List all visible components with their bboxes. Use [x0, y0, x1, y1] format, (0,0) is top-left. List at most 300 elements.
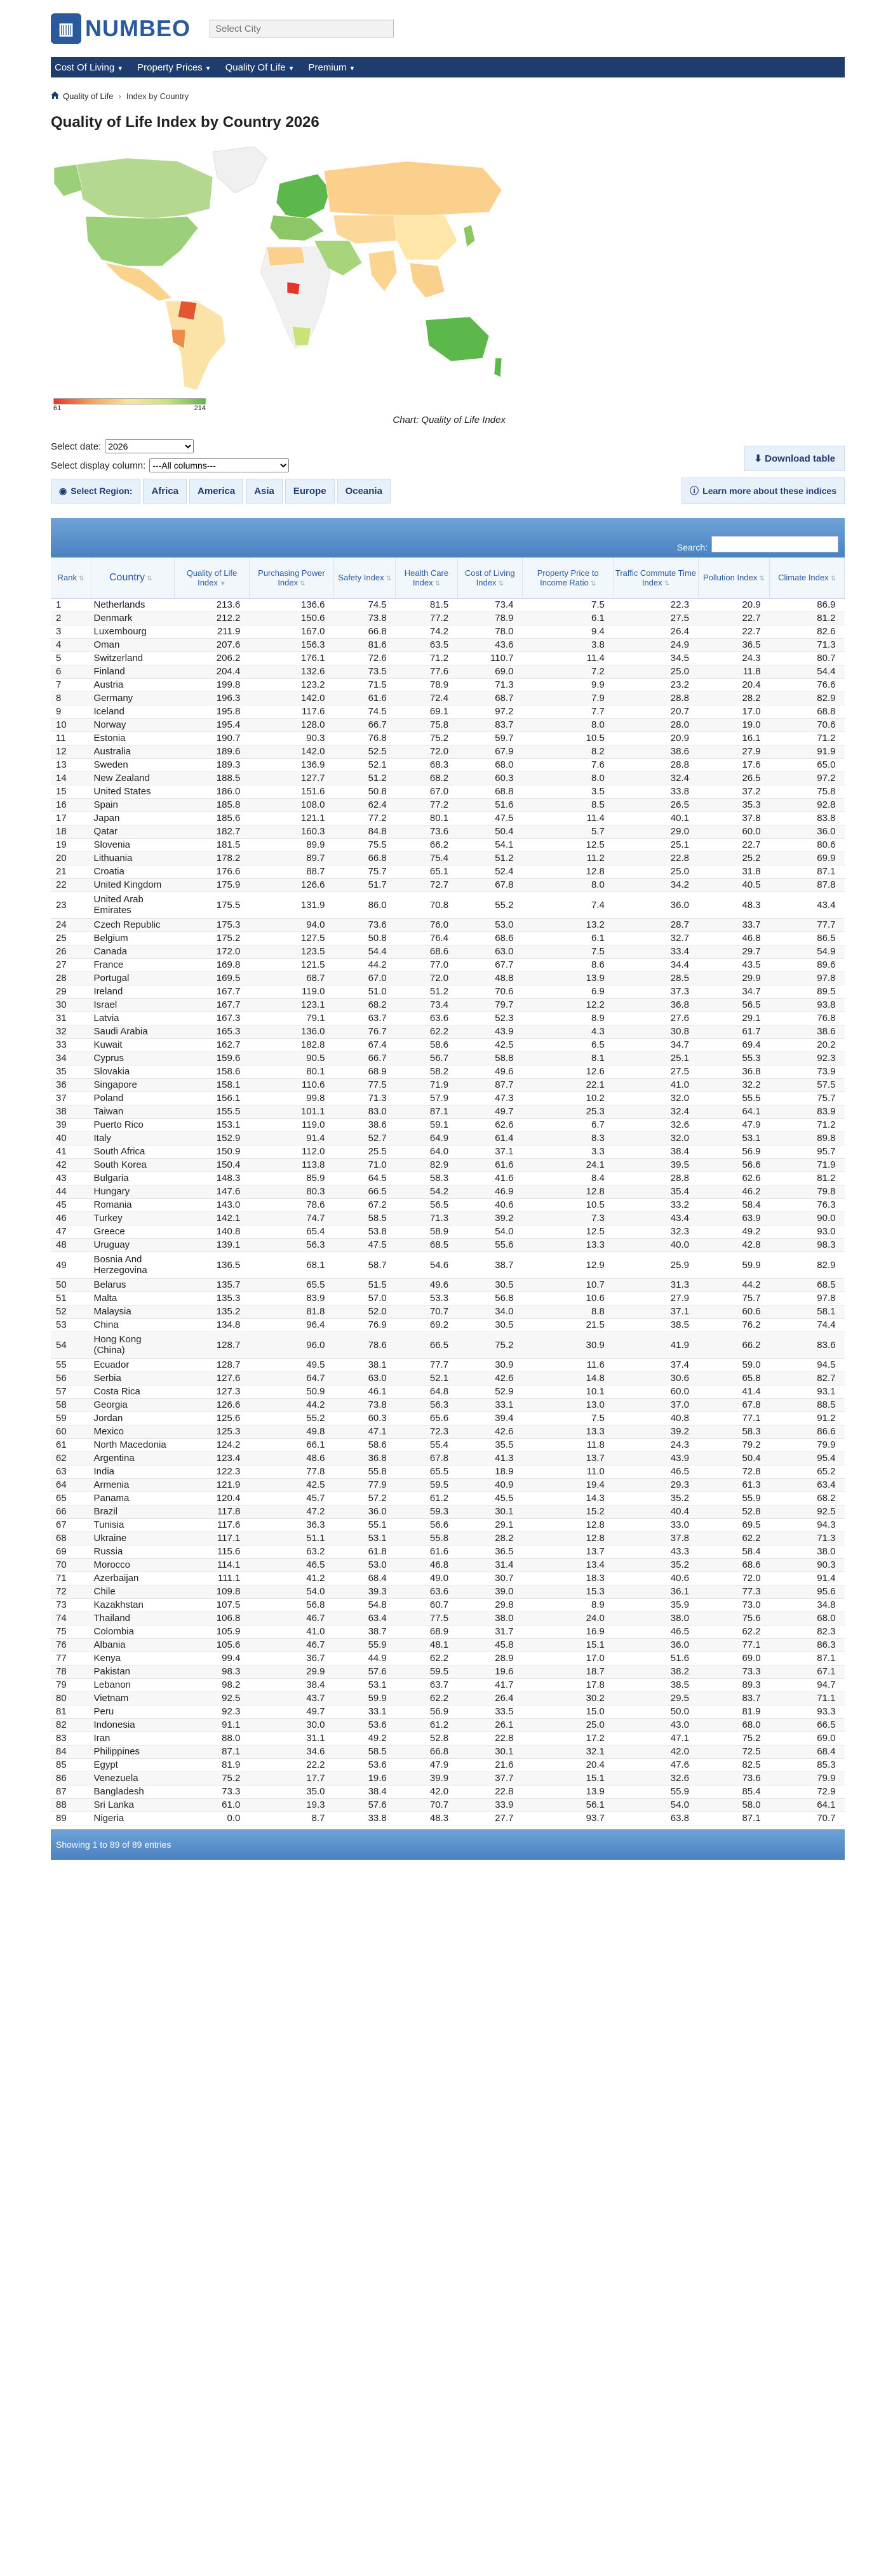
value-cell: 96.0	[249, 1331, 333, 1358]
value-cell: 199.8	[175, 678, 250, 691]
value-cell: 49.0	[396, 1572, 457, 1585]
table-row	[51, 1291, 845, 1305]
value-cell: 53.3	[396, 1291, 457, 1305]
value-cell: 56.9	[698, 1145, 770, 1158]
rank-cell: 25	[51, 931, 91, 945]
value-cell: 135.3	[175, 1291, 250, 1305]
value-cell: 41.9	[614, 1331, 698, 1358]
value-cell: 78.0	[457, 625, 522, 638]
nav-label: Property Prices	[137, 62, 203, 73]
value-cell: 68.6	[396, 945, 457, 958]
value-cell: 136.5	[175, 1251, 250, 1278]
logo-text: NUMBEO	[85, 15, 191, 41]
table-row	[51, 1678, 845, 1692]
value-cell: 28.7	[614, 918, 698, 931]
table-row	[51, 1385, 845, 1398]
value-cell: 37.3	[614, 985, 698, 998]
value-cell: 16.1	[698, 731, 770, 745]
value-cell: 33.7	[698, 918, 770, 931]
header-quality-of-life[interactable]	[175, 557, 250, 598]
region-africa-button[interactable]: Africa	[143, 479, 187, 504]
table-row	[51, 625, 845, 638]
value-cell: 94.0	[249, 918, 333, 931]
value-cell: 58.4	[698, 1198, 770, 1211]
header-health-care[interactable]	[396, 557, 457, 598]
value-cell: 68.4	[333, 1572, 395, 1585]
value-cell: 44.2	[333, 958, 395, 971]
value-cell: 54.2	[396, 1185, 457, 1198]
table-row	[51, 705, 845, 718]
caret-down-icon: ▼	[117, 65, 124, 72]
value-cell: 53.1	[333, 1678, 395, 1692]
value-cell: 71.1	[770, 1692, 845, 1705]
header-label: Health Care Index	[404, 568, 449, 587]
value-cell: 75.2	[396, 731, 457, 745]
rank-cell: 45	[51, 1198, 91, 1211]
table-row	[51, 1798, 845, 1812]
country-cell: Egypt	[91, 1758, 174, 1772]
table-row	[51, 1371, 845, 1385]
value-cell: 91.1	[175, 1718, 250, 1732]
value-cell: 41.6	[457, 1171, 522, 1185]
value-cell: 89.3	[698, 1678, 770, 1692]
value-cell: 74.2	[396, 625, 457, 638]
table-row	[51, 1131, 845, 1145]
value-cell: 25.3	[522, 1105, 613, 1118]
value-cell: 30.1	[457, 1745, 522, 1758]
learn-more-button[interactable]	[682, 477, 845, 504]
download-table-button[interactable]	[744, 446, 845, 471]
value-cell: 47.2	[249, 1505, 333, 1518]
value-cell: 58.3	[396, 1171, 457, 1185]
value-cell: 175.3	[175, 918, 250, 931]
country-cell: Iran	[91, 1732, 174, 1745]
value-cell: 92.3	[175, 1705, 250, 1718]
value-cell: 50.4	[457, 825, 522, 838]
table-row	[51, 691, 845, 705]
rank-cell: 23	[51, 891, 91, 918]
value-cell: 28.8	[614, 1171, 698, 1185]
value-cell: 189.6	[175, 745, 250, 758]
country-cell: New Zealand	[91, 771, 174, 785]
nav-label: Quality Of Life	[225, 62, 286, 73]
value-cell: 26.4	[614, 625, 698, 638]
nav-cost-of-living[interactable]	[55, 62, 123, 73]
value-cell: 112.0	[249, 1145, 333, 1158]
rank-cell: 36	[51, 1078, 91, 1091]
value-cell: 64.9	[396, 1131, 457, 1145]
value-cell: 50.9	[249, 1385, 333, 1398]
table-row	[51, 865, 845, 878]
value-cell: 11.0	[522, 1465, 613, 1478]
country-cell: Australia	[91, 745, 174, 758]
table-row	[51, 1772, 845, 1785]
value-cell: 87.1	[770, 1652, 845, 1665]
rank-cell: 74	[51, 1612, 91, 1625]
value-cell: 14.3	[522, 1492, 613, 1505]
value-cell: 79.2	[698, 1438, 770, 1452]
value-cell: 127.5	[249, 931, 333, 945]
select-column-label: Select display column:	[51, 460, 146, 471]
region-asia-button[interactable]: Asia	[246, 479, 283, 504]
value-cell: 12.8	[522, 1532, 613, 1545]
value-cell: 22.7	[698, 625, 770, 638]
value-cell: 70.6	[770, 718, 845, 731]
value-cell: 37.0	[614, 1398, 698, 1411]
table-row	[51, 1211, 845, 1225]
value-cell: 78.6	[249, 1198, 333, 1211]
value-cell: 29.8	[457, 1598, 522, 1612]
value-cell: 81.8	[249, 1305, 333, 1318]
country-cell: Croatia	[91, 865, 174, 878]
value-cell: 33.8	[333, 1812, 395, 1825]
value-cell: 62.6	[698, 1171, 770, 1185]
value-cell: 45.7	[249, 1492, 333, 1505]
table-row	[51, 771, 845, 785]
value-cell: 52.3	[457, 1011, 522, 1025]
table-search-input[interactable]	[711, 536, 838, 552]
value-cell: 17.0	[698, 705, 770, 718]
value-cell: 113.8	[249, 1158, 333, 1171]
value-cell: 26.5	[698, 771, 770, 785]
value-cell: 61.2	[396, 1718, 457, 1732]
rank-cell: 39	[51, 1118, 91, 1131]
country-cell: Pakistan	[91, 1665, 174, 1678]
header-climate[interactable]	[770, 557, 845, 598]
value-cell: 31.4	[457, 1558, 522, 1572]
value-cell: 175.5	[175, 891, 250, 918]
country-cell: Taiwan	[91, 1105, 174, 1118]
table-row	[51, 1078, 845, 1091]
value-cell: 8.2	[522, 745, 613, 758]
value-cell: 86.5	[770, 931, 845, 945]
value-cell: 96.4	[249, 1318, 333, 1331]
rank-cell: 57	[51, 1385, 91, 1398]
value-cell: 49.7	[249, 1705, 333, 1718]
value-cell: 44.2	[249, 1398, 333, 1411]
value-cell: 123.2	[249, 678, 333, 691]
value-cell: 117.6	[175, 1518, 250, 1532]
value-cell: 76.7	[333, 1025, 395, 1038]
header-traffic-commute[interactable]	[614, 557, 698, 598]
table-footer	[51, 1829, 845, 1860]
value-cell: 95.6	[770, 1585, 845, 1598]
home-icon	[51, 91, 59, 101]
value-cell: 53.0	[457, 918, 522, 931]
sort-icon: ⇅	[759, 575, 765, 583]
value-cell: 11.8	[522, 1438, 613, 1452]
value-cell: 142.0	[249, 691, 333, 705]
map-region-south-africa	[292, 326, 311, 345]
caret-down-icon: ▼	[288, 65, 295, 72]
table-row	[51, 1518, 845, 1532]
value-cell: 45.8	[457, 1638, 522, 1652]
value-cell: 63.4	[770, 1478, 845, 1492]
region-oceania-button[interactable]: Oceania	[337, 479, 391, 504]
table-row	[51, 1665, 845, 1678]
nav-premium[interactable]	[309, 62, 356, 73]
value-cell: 29.1	[698, 1011, 770, 1025]
country-cell: Brazil	[91, 1505, 174, 1518]
value-cell: 52.1	[333, 758, 395, 771]
value-cell: 81.2	[770, 1171, 845, 1185]
nav-quality-of-life[interactable]	[225, 62, 295, 73]
value-cell: 82.6	[770, 625, 845, 638]
value-cell: 66.7	[333, 1051, 395, 1065]
value-cell: 66.5	[396, 1331, 457, 1358]
value-cell: 8.1	[522, 1051, 613, 1065]
value-cell: 19.0	[698, 718, 770, 731]
table-row	[51, 1612, 845, 1625]
value-cell: 46.7	[249, 1638, 333, 1652]
value-cell: 186.0	[175, 785, 250, 798]
value-cell: 75.8	[770, 785, 845, 798]
value-cell: 43.0	[614, 1718, 698, 1732]
value-cell: 27.9	[614, 1291, 698, 1305]
value-cell: 25.0	[522, 1718, 613, 1732]
value-cell: 91.9	[770, 745, 845, 758]
rank-cell: 69	[51, 1545, 91, 1558]
nav-property-prices[interactable]	[137, 62, 211, 73]
region-europe-button[interactable]: Europe	[285, 479, 335, 504]
header-rank[interactable]	[51, 557, 91, 598]
value-cell: 49.2	[698, 1225, 770, 1238]
value-cell: 67.1	[770, 1665, 845, 1678]
world-map-chart[interactable]	[51, 139, 508, 412]
value-cell: 52.7	[333, 1131, 395, 1145]
value-cell: 207.6	[175, 638, 250, 651]
table-row	[51, 851, 845, 865]
rank-cell: 29	[51, 985, 91, 998]
country-cell: Norway	[91, 718, 174, 731]
value-cell: 12.5	[522, 838, 613, 851]
rank-cell: 84	[51, 1745, 91, 1758]
city-search-input[interactable]	[210, 20, 394, 37]
value-cell: 9.9	[522, 678, 613, 691]
value-cell: 176.6	[175, 865, 250, 878]
value-cell: 190.7	[175, 731, 250, 745]
header-property-price[interactable]	[522, 557, 613, 598]
value-cell: 65.0	[770, 758, 845, 771]
value-cell: 55.9	[333, 1638, 395, 1652]
value-cell: 18.3	[522, 1572, 613, 1585]
numbeo-logo[interactable]	[51, 13, 191, 44]
table-row	[51, 1038, 845, 1051]
value-cell: 7.4	[522, 891, 613, 918]
table-row	[51, 1598, 845, 1612]
value-cell: 66.7	[333, 718, 395, 731]
value-cell: 68.8	[770, 705, 845, 718]
country-cell: Cyprus	[91, 1051, 174, 1065]
value-cell: 97.2	[457, 705, 522, 718]
table-row	[51, 1572, 845, 1585]
region-america-button[interactable]: America	[189, 479, 243, 504]
rank-cell: 14	[51, 771, 91, 785]
country-cell: Russia	[91, 1545, 174, 1558]
value-cell: 20.9	[698, 598, 770, 611]
value-cell: 58.4	[698, 1545, 770, 1558]
value-cell: 43.9	[614, 1452, 698, 1465]
value-cell: 68.4	[770, 1745, 845, 1758]
country-cell: Bulgaria	[91, 1171, 174, 1185]
table-row	[51, 971, 845, 985]
value-cell: 88.0	[175, 1732, 250, 1745]
rank-cell: 86	[51, 1772, 91, 1785]
value-cell: 63.9	[698, 1211, 770, 1225]
header-pollution[interactable]	[698, 557, 770, 598]
value-cell: 73.3	[698, 1665, 770, 1678]
value-cell: 79.9	[770, 1438, 845, 1452]
value-cell: 97.2	[770, 771, 845, 785]
header-country[interactable]	[91, 557, 174, 598]
value-cell: 72.7	[396, 878, 457, 891]
value-cell: 65.5	[396, 1465, 457, 1478]
value-cell: 77.6	[396, 665, 457, 678]
value-cell: 61.8	[333, 1545, 395, 1558]
value-cell: 57.9	[396, 1091, 457, 1105]
value-cell: 46.5	[614, 1625, 698, 1638]
value-cell: 47.6	[614, 1758, 698, 1772]
value-cell: 55.5	[698, 1091, 770, 1105]
value-cell: 75.7	[770, 1091, 845, 1105]
header-label: Country	[109, 571, 145, 583]
map-region-new-zealand	[494, 358, 502, 377]
value-cell: 77.7	[770, 918, 845, 931]
value-cell: 62.2	[698, 1532, 770, 1545]
value-cell: 65.4	[249, 1225, 333, 1238]
value-cell: 86.0	[333, 891, 395, 918]
value-cell: 71.3	[770, 1532, 845, 1545]
value-cell: 77.9	[333, 1478, 395, 1492]
select-date-dropdown[interactable]	[105, 439, 194, 453]
value-cell: 58.7	[333, 1251, 395, 1278]
table-row	[51, 1505, 845, 1518]
world-map	[51, 139, 508, 393]
value-cell: 79.7	[457, 998, 522, 1011]
table-row	[51, 1358, 845, 1371]
value-cell: 34.8	[770, 1598, 845, 1612]
value-cell: 182.8	[249, 1038, 333, 1051]
value-cell: 66.8	[333, 625, 395, 638]
value-cell: 73.4	[457, 598, 522, 611]
value-cell: 63.4	[333, 1612, 395, 1625]
value-cell: 89.8	[770, 1131, 845, 1145]
header-label: Cost of Living Index	[464, 568, 515, 587]
value-cell: 211.9	[175, 625, 250, 638]
value-cell: 90.5	[249, 1051, 333, 1065]
value-cell: 36.1	[614, 1585, 698, 1598]
value-cell: 38.5	[614, 1678, 698, 1692]
value-cell: 127.7	[249, 771, 333, 785]
sort-icon: ⇅	[386, 575, 391, 583]
table-row	[51, 785, 845, 798]
breadcrumb	[51, 91, 845, 101]
table-row	[51, 838, 845, 851]
value-cell: 98.3	[770, 1238, 845, 1251]
value-cell: 48.3	[396, 1812, 457, 1825]
header-purchasing-power[interactable]	[249, 557, 333, 598]
rank-cell: 66	[51, 1505, 91, 1518]
sort-icon: ⇅	[300, 580, 306, 587]
value-cell: 71.2	[770, 731, 845, 745]
value-cell: 75.2	[457, 1331, 522, 1358]
value-cell: 24.0	[522, 1612, 613, 1625]
value-cell: 68.5	[396, 1238, 457, 1251]
value-cell: 63.5	[396, 638, 457, 651]
value-cell: 54.0	[614, 1798, 698, 1812]
value-cell: 58.3	[698, 1425, 770, 1438]
country-cell: Serbia	[91, 1371, 174, 1385]
value-cell: 64.7	[249, 1371, 333, 1385]
header-label: Property Price to Income Ratio	[537, 568, 599, 587]
value-cell: 86.3	[770, 1638, 845, 1652]
value-cell: 39.0	[457, 1585, 522, 1598]
value-cell: 47.5	[457, 811, 522, 825]
breadcrumb-home-link[interactable]: Quality of Life	[63, 91, 114, 101]
rank-cell: 41	[51, 1145, 91, 1158]
country-cell: South Korea	[91, 1158, 174, 1171]
value-cell: 72.3	[396, 1425, 457, 1438]
value-cell: 61.6	[457, 1158, 522, 1171]
value-cell: 63.0	[457, 945, 522, 958]
rank-cell: 75	[51, 1625, 91, 1638]
value-cell: 33.1	[457, 1398, 522, 1411]
country-cell: Nigeria	[91, 1812, 174, 1825]
value-cell: 55.9	[698, 1492, 770, 1505]
value-cell: 93.7	[522, 1812, 613, 1825]
country-cell: Armenia	[91, 1478, 174, 1492]
value-cell: 117.8	[175, 1505, 250, 1518]
header-label: Pollution Index	[702, 573, 758, 583]
value-cell: 66.8	[396, 1745, 457, 1758]
value-cell: 206.2	[175, 651, 250, 665]
value-cell: 29.1	[457, 1518, 522, 1532]
country-cell: Belgium	[91, 931, 174, 945]
value-cell: 68.0	[770, 1612, 845, 1625]
country-cell: France	[91, 958, 174, 971]
value-cell: 125.3	[175, 1425, 250, 1438]
value-cell: 167.3	[175, 1011, 250, 1025]
value-cell: 30.5	[457, 1278, 522, 1291]
rank-cell: 43	[51, 1171, 91, 1185]
select-column-dropdown[interactable]	[149, 458, 289, 472]
country-cell: Portugal	[91, 971, 174, 985]
value-cell: 19.6	[457, 1665, 522, 1678]
quality-of-life-table	[51, 557, 845, 1825]
value-cell: 92.8	[770, 798, 845, 811]
value-cell: 169.8	[175, 958, 250, 971]
value-cell: 37.1	[614, 1305, 698, 1318]
download-icon: ⬇	[754, 453, 765, 464]
caret-down-icon: ▼	[205, 65, 211, 72]
table-row	[51, 1278, 845, 1291]
table-row	[51, 985, 845, 998]
value-cell: 43.6	[457, 638, 522, 651]
value-cell: 150.4	[175, 1158, 250, 1171]
value-cell: 185.6	[175, 811, 250, 825]
rank-cell: 8	[51, 691, 91, 705]
value-cell: 73.4	[396, 998, 457, 1011]
value-cell: 83.6	[770, 1331, 845, 1358]
value-cell: 150.6	[249, 611, 333, 625]
value-cell: 126.6	[249, 878, 333, 891]
header-safety[interactable]	[333, 557, 395, 598]
value-cell: 41.0	[614, 1078, 698, 1091]
value-cell: 82.9	[396, 1158, 457, 1171]
value-cell: 52.4	[457, 865, 522, 878]
header-cost-of-living[interactable]	[457, 557, 522, 598]
value-cell: 24.3	[698, 651, 770, 665]
